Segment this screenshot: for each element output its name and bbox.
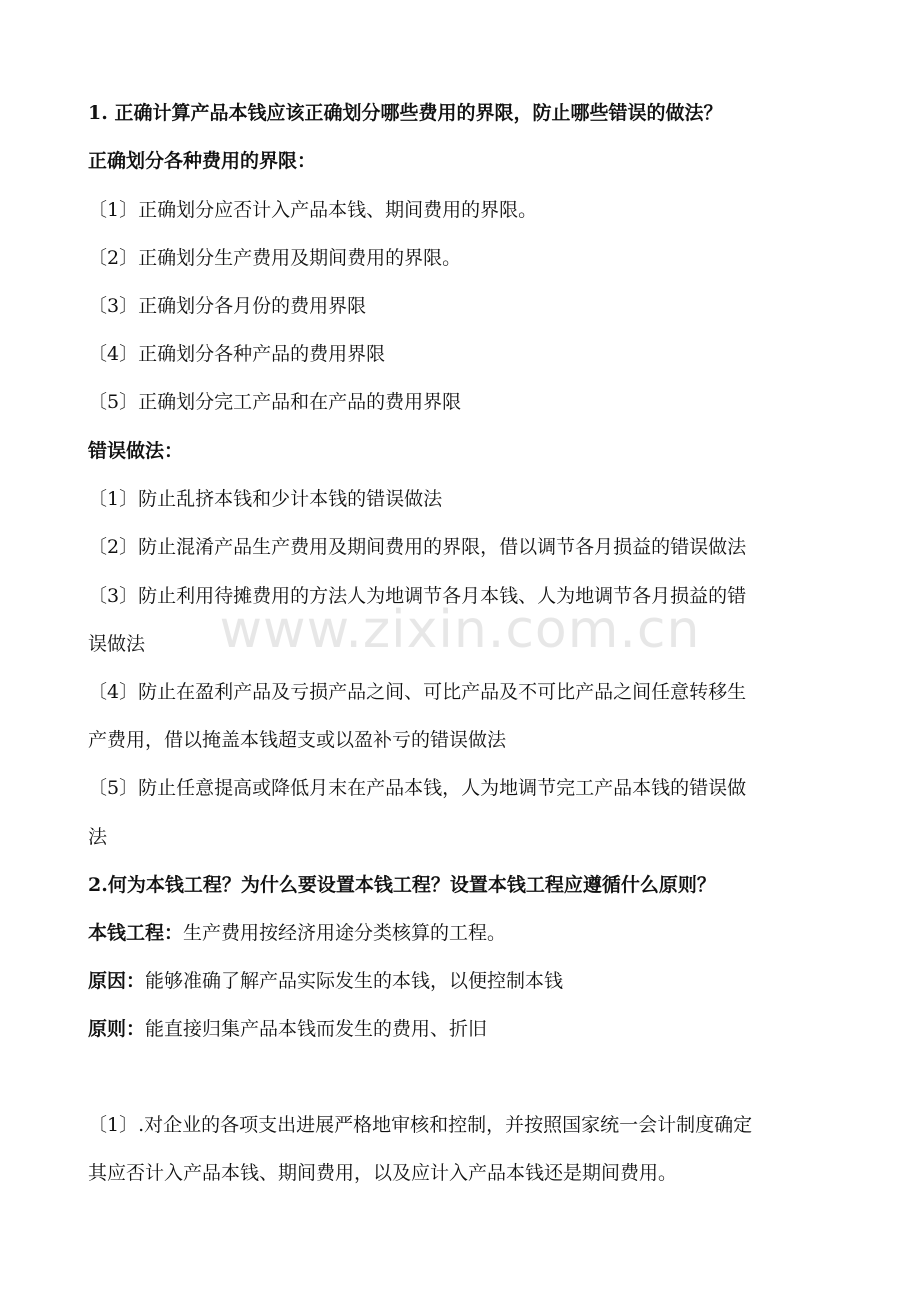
cost-item-principle [88, 1017, 836, 1041]
question-2-title: 2.何为本钱工程？为什么要设置本钱工程？设置本钱工程应遵循什么原则？ [88, 874, 716, 896]
boundary-item-5: 〔5〕正确划分完工产品和在产品的费用界限 [88, 391, 462, 413]
section-heading-wrong-practices: 错误做法： [88, 440, 184, 462]
site-watermark: www.zixin.com.cn [219, 600, 701, 660]
cost-item-reason-text: 能够准确了解产品实际发生的本钱，以便控制本钱 [145, 970, 564, 992]
boundary-item-3: 〔3〕正确划分各月份的费用界限 [88, 295, 367, 317]
cost-item-principle-text: 能直接归集产品本钱而发生的费用、折旧 [145, 1018, 488, 1040]
wrong-practice-5-continued: 法 [88, 826, 108, 848]
boundary-item-1: 〔1〕正确划分应否计入产品本钱、期间费用的界限。 [88, 199, 538, 221]
cost-item-definition-label: 本钱工程： [88, 922, 184, 944]
cost-item-principle-label: 原则： [88, 1018, 146, 1040]
note-line-1: 〔1〕.对企业的各项支出进展严格地审核和控制，并按照国家统一会计制度确定 [88, 1114, 753, 1136]
wrong-practice-3: 〔3〕防止利用待摊费用的方法人为地调节各月本钱、人为地调节各月损益的错 [88, 585, 747, 607]
boundary-item-2: 〔2〕正确划分生产费用及期间费用的界限。 [88, 247, 462, 269]
wrong-practice-4: 〔4〕防止在盈利产品及亏损产品之间、可比产品及不可比产品之间任意转移生 [88, 681, 747, 703]
cost-item-definition-text: 生产费用按经济用途分类核算的工程。 [183, 922, 507, 944]
wrong-practice-2: 〔2〕防止混淆产品生产费用及期间费用的界限，借以调节各月损益的错误做法 [88, 536, 747, 558]
boundary-item-4: 〔4〕正确划分各种产品的费用界限 [88, 343, 386, 365]
wrong-practice-1: 〔1〕防止乱挤本钱和少计本钱的错误做法 [88, 488, 443, 510]
section-heading-correct-boundaries: 正确划分各种费用的界限： [88, 150, 317, 172]
cost-item-reason [88, 969, 836, 993]
wrong-practice-4-continued: 产费用，借以掩盖本钱超支或以盈补亏的错误做法 [88, 729, 507, 751]
question-1-title: 1. 正确计算产品本钱应该正确划分哪些费用的界限，防止哪些错误的做法？ [88, 102, 723, 124]
wrong-practice-3-continued: 误做法 [88, 633, 146, 655]
cost-item-definition [88, 921, 836, 945]
cost-item-reason-label: 原因： [88, 970, 146, 992]
wrong-practice-5: 〔5〕防止任意提高或降低月末在产品本钱，人为地调节完工产品本钱的错误做 [88, 777, 747, 799]
note-line-2: 其应否计入产品本钱、期间费用，以及应计入产品本钱还是期间费用。 [88, 1162, 678, 1184]
